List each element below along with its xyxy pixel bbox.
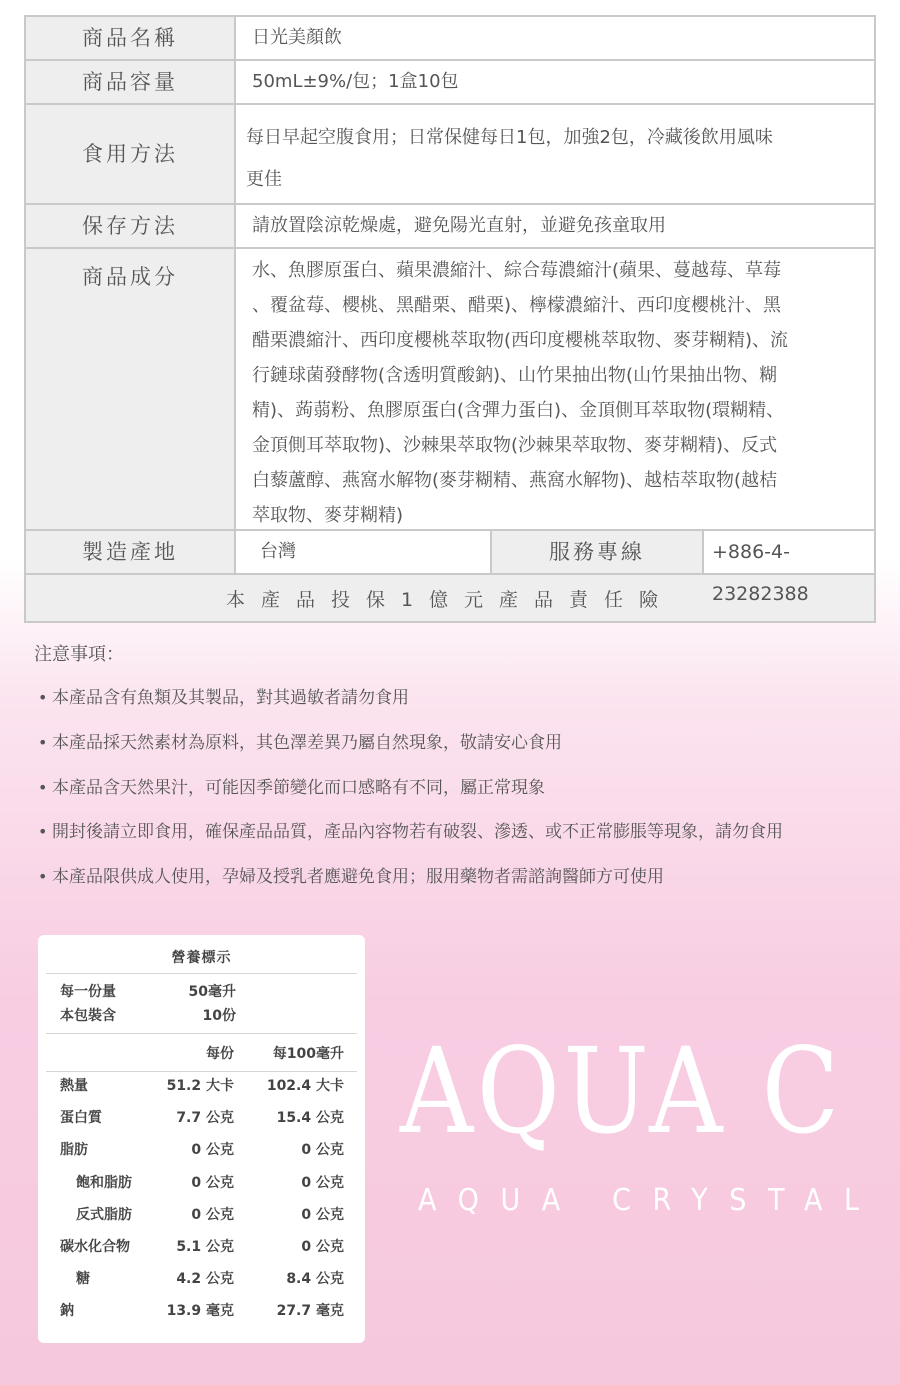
name-label: 商品名稱 (26, 17, 236, 59)
usage-value (236, 105, 874, 203)
insurance-notice: 本產品投保1億元產品責任險 (26, 575, 874, 621)
nutrient-per-serving: 4.2 公克 (176, 1271, 234, 1288)
origin-value: 台灣 (236, 531, 492, 573)
bullet-icon: • (38, 778, 48, 797)
nutrient-per-100ml: 0 公克 (301, 1174, 344, 1191)
ingredients-line: 、覆盆莓、櫻桃、黑醋栗、醋栗)、檸檬濃縮汁、西印度櫻桃汁、黑 (252, 295, 782, 316)
note-text: 本產品含天然果汁，可能因季節變化而口感略有不同，屬正常現象 (52, 778, 545, 798)
nutrient-per-serving: 51.2 大卡 (166, 1078, 234, 1094)
note-text: 開封後請立即食用，確保產品品質，產品內容物若有破裂、滲透、或不正常膨脹等現象，請勿食用 (52, 822, 783, 842)
origin-label: 製造產地 (26, 531, 236, 573)
ingredients-line: 醋栗濃縮汁、西印度櫻桃萃取物(西印度櫻桃萃取物、麥芽糊精)、流 (252, 330, 789, 351)
servings-value: 10份 (202, 1008, 236, 1024)
nutrient-per-serving: 13.9 毫克 (166, 1303, 234, 1320)
nutrient-name: 飽和脂肪 (76, 1174, 132, 1191)
servings-label: 本包裝含 (60, 1008, 116, 1024)
note-text: 本產品限供成人使用，孕婦及授乳者應避免食用；服用藥物者需諮詢醫師方可使用 (52, 867, 664, 887)
note-item (38, 865, 664, 889)
note-item (38, 731, 562, 755)
col-header-per-serving: 每份 (206, 1046, 234, 1062)
ingredients-line: 金頂側耳萃取物)、沙棘果萃取物(沙棘果萃取物、麥芽糊精)、反式 (252, 435, 778, 456)
note-text: 本產品採天然素材為原料，其色澤差異乃屬自然現象，敬請安心食用 (52, 733, 562, 753)
nutrient-per-100ml: 0 公克 (301, 1142, 344, 1159)
usage-label: 食用方法 (26, 105, 236, 203)
nutrient-name: 熱量 (60, 1078, 88, 1094)
hotline-label: 服務專線 (492, 531, 704, 573)
notes-section (34, 642, 124, 668)
col-header-per-100ml: 每100毫升 (272, 1046, 344, 1062)
nutrient-per-100ml: 15.4 公克 (276, 1110, 344, 1127)
nutrition-title: 營養標示 (171, 950, 232, 966)
usage-line: 更佳 (246, 169, 282, 190)
usage-line: 每日早起空腹食用；日常保健每日1包，加強2包，冷藏後飲用風味 (246, 127, 773, 148)
bullet-icon: • (38, 688, 48, 707)
storage-label: 保存方法 (26, 205, 236, 247)
bullet-icon: • (38, 867, 48, 886)
note-item (38, 820, 783, 844)
brand-tagline: AQUA CRYSTAL (418, 1183, 881, 1218)
nutrient-name: 脂肪 (60, 1142, 88, 1159)
nutrient-per-serving: 0 公克 (191, 1142, 234, 1159)
nutrient-per-serving: 0 公克 (191, 1206, 234, 1223)
nutrient-name: 碳水化合物 (60, 1239, 130, 1255)
nutrient-per-serving: 5.1 公克 (176, 1239, 234, 1255)
divider (46, 973, 357, 974)
nutrient-name: 鈉 (60, 1303, 74, 1320)
nutrient-name: 糖 (76, 1271, 90, 1288)
spec-row-storage (26, 205, 874, 249)
ingredients-value (236, 249, 874, 529)
bullet-icon: • (38, 822, 48, 841)
nutrient-per-100ml: 102.4 大卡 (266, 1078, 344, 1094)
nutrient-per-100ml: 8.4 公克 (286, 1271, 344, 1288)
brand-logo: AQUA C (400, 1022, 843, 1160)
divider (46, 1033, 357, 1034)
ingredients-label: 商品成分 (26, 249, 236, 529)
ingredients-line: 行鏈球菌發酵物(含透明質酸鈉)、山竹果抽出物(山竹果抽出物、糊 (252, 365, 778, 386)
note-item (38, 686, 409, 710)
ingredients-line: 精)、蒟蒻粉、魚膠原蛋白(含彈力蛋白)、金頂側耳萃取物(環糊精、 (252, 400, 785, 421)
volume-value: 50mL±9%/包；1盒10包 (252, 71, 459, 92)
note-text: 本產品含有魚類及其製品，對其過敏者請勿食用 (52, 688, 409, 708)
hotline-value: +886-4-23282388 (712, 541, 809, 605)
storage-value: 請放置陰涼乾燥處，避免陽光直射，並避免孩童取用 (252, 215, 666, 236)
divider (46, 1071, 357, 1072)
nutrient-per-100ml: 0 公克 (301, 1206, 344, 1223)
product-spec-table (24, 15, 876, 623)
ingredients-line: 白藜蘆醇、燕窩水解物(麥芽糊精、燕窩水解物)、越桔萃取物(越桔 (252, 470, 778, 491)
spec-row-usage (26, 105, 874, 205)
name-value: 日光美顏飲 (252, 27, 342, 48)
ingredients-line: 水、魚膠原蛋白、蘋果濃縮汁、綜合莓濃縮汁(蘋果、蔓越莓、草莓 (252, 260, 782, 281)
nutrient-per-100ml: 0 公克 (301, 1239, 344, 1255)
bullet-icon: • (38, 733, 48, 752)
spec-row-ingredients (26, 249, 874, 531)
nutrient-name: 蛋白質 (60, 1110, 102, 1127)
nutrient-per-serving: 0 公克 (191, 1174, 234, 1191)
nutrient-name: 反式脂肪 (76, 1206, 132, 1223)
nutrient-per-serving: 7.7 公克 (176, 1110, 234, 1127)
nutrition-facts-panel (38, 935, 365, 1343)
nutrient-per-100ml: 27.7 毫克 (276, 1303, 344, 1320)
notes-title: 注意事項： (34, 644, 124, 665)
volume-label: 商品容量 (26, 61, 236, 103)
spec-row-volume (26, 61, 874, 105)
serving-value: 50毫升 (188, 984, 236, 1000)
serving-label: 每一份量 (60, 984, 116, 1000)
spec-row-name (26, 17, 874, 61)
note-item (38, 776, 545, 800)
ingredients-line: 萃取物、麥芽糊精) (252, 505, 404, 526)
